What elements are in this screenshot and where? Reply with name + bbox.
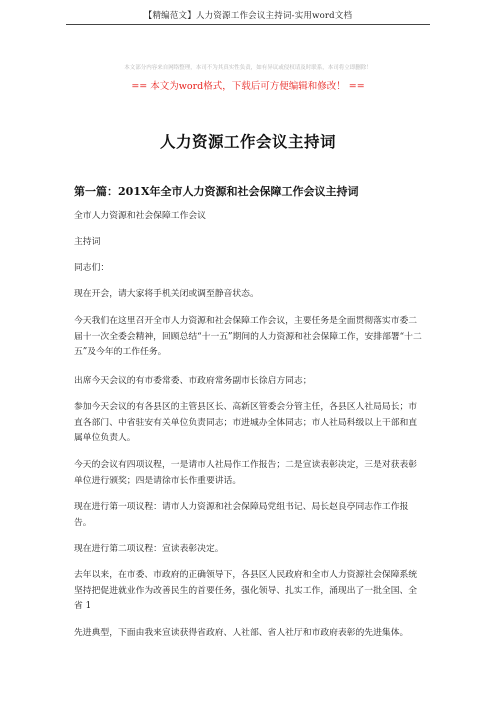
section-heading: 第一篇：201X年全市人力资源和社会保障工作会议主持词 bbox=[74, 185, 359, 198]
header-divider bbox=[66, 24, 430, 25]
paragraph: 全市人力资源和社会保障工作会议 bbox=[74, 211, 206, 221]
paragraph: 去年以来，在市委、市政府的正确领导下，各县区人民政府和全市人力资源社会保障系统坚持把促进就业作为改善民生的首要任务，强化领导、扎实工作，涌现出了一批全国、全省 1 bbox=[74, 570, 418, 611]
paragraph: 现在进行第二项议程：宣读表彰决定。 bbox=[74, 544, 224, 554]
paragraph: 现在开会，请大家将手机关闭或调至静音状态。 bbox=[74, 289, 259, 299]
format-notice: == 本文为word格式，下载后可方便编辑和修改！ == bbox=[131, 81, 365, 92]
paragraph: 先进典型，下面由我来宣读获得省政府、人社部、省人社厅和市政府表彰的先进集体。 bbox=[74, 628, 409, 638]
paragraph: 同志们： bbox=[74, 263, 110, 273]
paragraph: 参加今天会议的有各县区的主管县区长、高新区管委会分管主任，各县区人社局局长；市直各部门、中省驻安有关单位负责同志；市进城办全体同志；市人社局科级以上干部和直属单位负责人。 bbox=[74, 402, 418, 443]
document-title: 人力资源工作会议主持词 bbox=[159, 132, 336, 151]
paragraph: 今天的会议有四项议程，一是请市人社局作工作报告；二是宣读表彰决定，三是对获表彰单位进行颁奖；四是请徐市长作重要讲话。 bbox=[74, 460, 418, 486]
page-header-title: 【精编范文】人力资源工作会议主持词-实用word文档 bbox=[143, 11, 353, 21]
disclaimer-text: 本文部分内容来自网络整理，本司不为其真实性负责，如有异议或侵权请及时联系，本司将立即删除！ bbox=[124, 65, 372, 71]
paragraph: 主持词 bbox=[74, 237, 101, 247]
paragraph: 今天我们在这里召开全市人力资源和社会保障工作会议，主要任务是全面贯彻落实市委二届十一次全委会精神，回顾总结“十一五”期间的人力资源和社会保障工作，安排部署“十二五”及今年的工作任务。 bbox=[74, 316, 422, 357]
paragraph: 现在进行第一项议程：请市人力资源和社会保障局党组书记、局长赵良亭同志作工作报告。 bbox=[74, 502, 409, 528]
paragraph: 出席今天会议的有市委常委、市政府常务副市长徐启方同志； bbox=[74, 376, 312, 386]
